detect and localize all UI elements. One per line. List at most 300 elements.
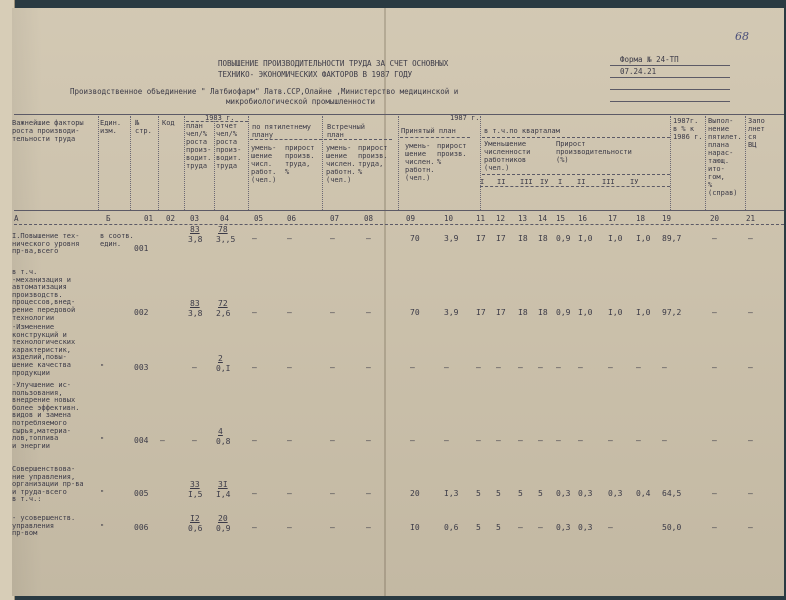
form-code: 07.24.21	[620, 67, 657, 76]
row-factor-name: пользования,	[12, 388, 63, 397]
row-factor-name: лов,топлива	[12, 434, 59, 443]
value-v14: I8	[538, 307, 548, 317]
header-completion: (справ)	[708, 189, 738, 197]
plan-growth-value: 0,6	[188, 524, 203, 534]
plan-value: –	[192, 362, 197, 372]
plan-people-value: I2	[190, 514, 200, 524]
value-v09: 70	[410, 307, 420, 317]
row-code-dash: –	[160, 435, 165, 445]
value-v13: I8	[518, 234, 528, 243]
row-number: 006	[134, 523, 149, 533]
column-separator	[322, 116, 323, 210]
header-year-1987: 1987 г.	[450, 114, 480, 122]
row-number: 003	[134, 362, 149, 372]
row-number: 001	[134, 244, 149, 253]
value-v13: –	[518, 523, 523, 533]
column-number: 18	[636, 214, 646, 223]
value-v15: 0,9	[556, 234, 571, 243]
header-quarter: IУ	[540, 178, 549, 186]
title-line-1: ПОВЫШЕНИЕ ПРОИЗВОДИТЕЛЬНОСТИ ТРУДА ЗА СЧЕТ ОСНОВНЫХ	[218, 59, 449, 68]
value-v10: 0,6	[444, 523, 459, 533]
paper-sheet	[12, 8, 784, 596]
value-v10: –	[444, 362, 449, 372]
header-plan: водит.	[186, 154, 212, 162]
value-v17: –	[608, 362, 613, 372]
value-v10: 3,9	[444, 234, 459, 243]
value-v11: 5	[476, 523, 481, 533]
value-v10: –	[444, 435, 449, 445]
row-factor-name: видов и замена	[12, 411, 72, 420]
row-factor-name: внедрение новых	[12, 396, 76, 405]
value-v18: I,0	[636, 307, 651, 317]
header-acc-reduce: работн.	[405, 166, 435, 174]
row-factor-name: более эффективн.	[12, 403, 80, 412]
report-growth-value: 0,I	[216, 363, 231, 373]
header-acc-reduce: умень-	[405, 142, 431, 150]
value-v20: –	[712, 489, 717, 499]
value-v12: –	[496, 362, 501, 372]
five-year-or-counter-value: –	[252, 523, 257, 533]
value-v13: 5	[518, 489, 523, 499]
value-v13: –	[518, 435, 523, 445]
header-by-quarters: в т.ч.по кварталам	[484, 127, 560, 135]
header-quarter: I	[480, 178, 485, 186]
row-factor-name: шение качества	[12, 361, 72, 369]
header-q-reduce: (чел.)	[484, 164, 510, 172]
header-quarter: III	[520, 178, 533, 186]
five-year-or-counter-value: –	[366, 435, 371, 445]
row-factor-name: I.Повышение тех-	[12, 232, 80, 240]
header-counter-growth: произв.	[358, 152, 388, 160]
row-factor-name: технологических	[12, 338, 76, 347]
column-number: 02	[166, 214, 176, 223]
column-number: 17	[608, 214, 618, 223]
five-year-or-counter-value: –	[287, 435, 292, 445]
header-plan: план	[186, 122, 203, 130]
row-number: 002	[134, 307, 149, 317]
value-v14: I8	[538, 234, 548, 243]
value-v15: 0,3	[556, 523, 571, 533]
value-v09: 20	[410, 489, 420, 499]
column-number: 05	[254, 214, 264, 223]
value-v15: 0,3	[556, 489, 571, 499]
header-completion: нение	[708, 125, 730, 133]
value-v17: I,0	[608, 234, 623, 243]
header-quarter: IУ	[630, 178, 639, 186]
value-v13: –	[518, 362, 523, 372]
column-number: 19	[662, 214, 672, 223]
report-people-value: 3I	[218, 480, 228, 490]
header-counter-reduce: умень-	[326, 144, 352, 152]
header-bottom-rule	[14, 210, 784, 211]
value-v12: I7	[496, 234, 506, 243]
report-growth-value: I,4	[216, 490, 231, 500]
value-v20: –	[712, 362, 717, 372]
value-v10: 3,9	[444, 307, 459, 317]
header-reduce: умень-	[251, 144, 277, 152]
value-v21: –	[748, 307, 753, 317]
value-v09: I0	[410, 523, 420, 533]
value-v11: I7	[476, 307, 486, 317]
header-year-1983: 1983 г.	[205, 114, 235, 122]
column-separator	[214, 116, 215, 210]
colnum-rule	[14, 224, 784, 225]
row-number: 004	[134, 435, 149, 445]
header-acc-growth: произв.	[437, 150, 467, 158]
column-number: 12	[496, 214, 506, 223]
column-separator	[248, 116, 249, 210]
column-separator	[705, 116, 706, 210]
column-separator	[745, 116, 746, 210]
row-factor-name: автоматизация	[12, 283, 67, 292]
header-growth: %	[285, 168, 290, 176]
plan-people-value: 33	[190, 480, 200, 490]
column-number: 15	[556, 214, 566, 223]
column-number: Б	[106, 214, 111, 223]
row-factor-name: в т.ч.	[12, 268, 38, 276]
title-line-2: ТЕХНИКО- ЭКОНОМИЧЕСКИХ ФАКТОРОВ В 1987 ГОДУ	[218, 70, 413, 79]
five-year-or-counter-value: –	[287, 362, 292, 372]
row-factor-name: и энергии	[12, 441, 50, 450]
row-factor-name: -Улучшение ис-	[12, 381, 72, 389]
column-separator	[158, 116, 159, 210]
header-acc-growth: прирост	[437, 142, 467, 150]
row-factor-name: пр-вом	[12, 529, 38, 538]
header-growth: прирост	[285, 144, 315, 152]
row-unit: в соотв.	[100, 232, 134, 240]
column-number: 07	[330, 214, 340, 223]
header-q-reduce: численности	[484, 148, 531, 156]
header-filled: ВЦ	[748, 141, 757, 149]
header-rule	[186, 121, 248, 122]
header-counter-reduce: (чел.)	[326, 176, 352, 184]
header-top-rule	[14, 114, 784, 115]
column-number: 11	[476, 214, 486, 223]
value-v21: –	[748, 435, 753, 445]
value-v12: I7	[496, 307, 506, 317]
column-separator	[670, 116, 671, 210]
header-report: отчет	[216, 122, 238, 130]
column-number: А	[14, 214, 19, 223]
five-year-or-counter-value: –	[366, 362, 371, 372]
row-factor-name: характеристик,	[12, 345, 72, 354]
row-factor-name: пр-ва,всего	[12, 247, 59, 256]
column-number: 06	[287, 214, 297, 223]
value-v17: 0,3	[608, 489, 623, 499]
value-v09: –	[410, 362, 415, 372]
report-growth-value: 3,,5	[216, 235, 236, 244]
row-unit: "	[100, 435, 105, 444]
column-number: 04	[220, 214, 230, 223]
header-quarter: II	[497, 178, 506, 186]
row-factor-name: процессов,внед-	[12, 298, 76, 307]
header-quarter: III	[602, 178, 615, 186]
header-q-reduce: Уменьшение	[484, 140, 527, 148]
column-number: 09	[406, 214, 416, 223]
row-factor-name: -механизация и	[12, 275, 72, 284]
column-number: 10	[444, 214, 454, 223]
plan-growth-value: 3,8	[188, 235, 203, 244]
five-year-or-counter-value: –	[366, 523, 371, 533]
header-completion: %	[708, 181, 713, 189]
five-year-or-counter-value: –	[366, 307, 371, 317]
header-pct-1986: 1987г.	[673, 117, 699, 125]
header-rule	[400, 137, 470, 138]
value-v14: 5	[538, 489, 543, 499]
value-v19: 89,7	[662, 234, 682, 243]
value-v16: 0,3	[578, 489, 593, 499]
five-year-or-counter-value: –	[330, 435, 335, 445]
value-v16: I,0	[578, 234, 593, 243]
row-factor-name: потребляемого	[12, 419, 67, 427]
row-factor-name: и труда-всего	[12, 487, 67, 496]
column-number: 14	[538, 214, 548, 223]
five-year-or-counter-value: –	[330, 307, 335, 317]
report-people-value: 72	[218, 298, 228, 308]
value-v16: 0,3	[578, 523, 593, 533]
value-v09: 70	[410, 234, 420, 243]
value-v18: –	[636, 362, 641, 372]
value-v19: –	[662, 435, 667, 445]
header-growth: труда,	[285, 160, 311, 168]
value-v18: I,0	[636, 234, 651, 243]
header-five-year: по пятилетнему	[252, 123, 312, 131]
header-report: произ-	[216, 146, 242, 154]
row-unit: "	[100, 523, 105, 532]
header-counter-growth: %	[358, 168, 363, 176]
header-report: чел/%	[216, 130, 238, 138]
value-v19: 97,2	[662, 307, 682, 317]
row-factor-name: организации пр-ва	[12, 480, 84, 489]
column-number: 13	[518, 214, 528, 223]
value-v19: 50,0	[662, 523, 682, 533]
five-year-or-counter-value: –	[287, 234, 292, 243]
header-factors: Важнейшие факторы	[12, 119, 84, 127]
five-year-or-counter-value: –	[287, 307, 292, 317]
header-factors: роста производи-	[12, 127, 80, 135]
header-completion: гом,	[708, 173, 725, 181]
column-separator	[130, 116, 131, 210]
five-year-or-counter-value: –	[330, 362, 335, 372]
value-v16: I,0	[578, 307, 593, 317]
header-factors: тельности труда	[12, 135, 76, 143]
column-separator	[98, 116, 99, 210]
report-growth-value: 0,8	[216, 436, 231, 446]
report-people-value: 4	[218, 426, 223, 436]
header-completion: нарас-	[708, 149, 734, 157]
header-counter-growth: прирост	[358, 144, 388, 152]
row-factor-name: Совершенствова-	[12, 465, 76, 473]
value-v15: –	[556, 362, 561, 372]
header-code: Код	[162, 119, 175, 127]
value-v21: –	[748, 234, 753, 243]
five-year-or-counter-value: –	[330, 523, 335, 533]
header-quarter: II	[577, 178, 586, 186]
header-plan: чел/%	[186, 130, 208, 138]
row-unit: един.	[100, 240, 122, 248]
value-v14: –	[538, 523, 543, 533]
column-number: 16	[578, 214, 588, 223]
report-people-value: 2	[218, 353, 223, 363]
value-v11: –	[476, 435, 481, 445]
value-v17: –	[608, 435, 613, 445]
row-factor-name: - усовершенств.	[12, 514, 76, 522]
five-year-or-counter-value: –	[287, 489, 292, 499]
header-q-reduce: работников	[484, 156, 527, 164]
header-reduce: шение	[251, 152, 273, 160]
row-factor-name: производств.	[12, 290, 63, 299]
header-q-growth: Прирост	[556, 140, 586, 148]
value-v18: –	[636, 435, 641, 445]
plan-people-value: 83	[190, 298, 200, 308]
header-rule	[250, 139, 322, 140]
value-v10: I,3	[444, 489, 459, 499]
value-v12: 5	[496, 489, 501, 499]
value-v14: –	[538, 435, 543, 445]
header-completion: пятилет.	[708, 133, 742, 141]
header-accepted: Принятый план	[401, 127, 456, 135]
header-counter: план	[327, 131, 344, 139]
header-filled: лнет	[748, 125, 765, 133]
header-reduce: (чел.)	[251, 176, 277, 184]
header-filled: ся	[748, 133, 757, 141]
value-v21: –	[748, 489, 753, 499]
header-plan: роста	[186, 138, 208, 146]
column-number: 21	[746, 214, 756, 223]
five-year-or-counter-value: –	[252, 362, 257, 372]
five-year-or-counter-value: –	[252, 489, 257, 499]
plan-value: –	[192, 435, 197, 445]
header-rule	[480, 186, 670, 187]
column-separator	[480, 116, 481, 210]
five-year-or-counter-value: –	[252, 307, 257, 317]
column-number: 08	[364, 214, 374, 223]
header-plan: произ-	[186, 146, 212, 154]
row-factor-name: изделий,повы-	[12, 353, 67, 362]
header-pct-1986: в % к	[673, 125, 695, 133]
five-year-or-counter-value: –	[252, 435, 257, 445]
header-reduce: числ.	[251, 160, 273, 168]
header-completion: тающ.	[708, 157, 730, 165]
header-acc-reduce: числен.	[405, 158, 435, 166]
value-v17: I,0	[608, 307, 623, 317]
five-year-or-counter-value: –	[287, 523, 292, 533]
header-five-year: плану	[252, 131, 274, 139]
header-row-no: стр.	[135, 127, 152, 135]
row-factor-name: ние управления,	[12, 472, 76, 481]
row-factor-name: продукции	[12, 368, 50, 377]
value-v16: –	[578, 435, 583, 445]
header-growth: произв.	[285, 152, 315, 160]
report-people-value: 20	[218, 514, 228, 524]
header-rule	[482, 137, 670, 138]
header-reduce: работ.	[251, 168, 277, 176]
page-fold	[384, 8, 386, 596]
value-v18: 0,4	[636, 489, 651, 499]
header-acc-reduce: (чел.)	[405, 174, 431, 182]
header-pct-1986: 1986 г.	[673, 133, 703, 141]
value-v19: –	[662, 362, 667, 372]
value-v11: I7	[476, 234, 486, 243]
header-q-growth: производительности	[556, 148, 632, 156]
header-rule	[324, 139, 392, 140]
value-v12: 5	[496, 523, 501, 533]
header-report: водит.	[216, 154, 242, 162]
header-counter-growth: труда,	[358, 160, 384, 168]
header-filled: Запо	[748, 117, 765, 125]
header-report: труда	[216, 162, 238, 170]
header-counter: Встречный	[327, 123, 365, 131]
column-number: 03	[190, 214, 200, 223]
five-year-or-counter-value: –	[366, 234, 371, 243]
report-growth-value: 2,6	[216, 308, 231, 318]
value-v19: 64,5	[662, 489, 682, 499]
plan-people-value: 83	[190, 225, 200, 234]
organization-line-1: Производственное объединение " Латбиофарм" Латв.ССР,Олайне ,Министерство медицинской и	[70, 87, 459, 96]
row-number: 005	[134, 489, 149, 499]
page-number: 68	[735, 30, 749, 43]
header-completion: ито-	[708, 165, 725, 173]
row-factor-name: управления	[12, 521, 55, 530]
value-v11: –	[476, 362, 481, 372]
plan-growth-value: 3,8	[188, 308, 203, 318]
report-people-value: 78	[218, 225, 228, 234]
row-unit: "	[100, 489, 105, 498]
column-number: 01	[144, 214, 154, 223]
five-year-or-counter-value: –	[366, 489, 371, 499]
report-growth-value: 0,9	[216, 524, 231, 534]
plan-growth-value: I,5	[188, 490, 203, 500]
header-completion: плана	[708, 141, 730, 149]
row-factor-name: конструкций и	[12, 330, 67, 339]
header-unit: Един.	[100, 119, 122, 127]
row-factor-name: рение передовой	[12, 306, 76, 314]
header-acc-growth: %	[437, 158, 442, 166]
value-v15: –	[556, 435, 561, 445]
column-separator	[184, 116, 185, 210]
header-quarter: I	[558, 178, 563, 186]
value-v14: –	[538, 362, 543, 372]
value-v20: –	[712, 234, 717, 243]
five-year-or-counter-value: –	[330, 234, 335, 243]
row-factor-name: -Изменение	[12, 323, 55, 331]
header-rule	[482, 174, 670, 175]
column-separator	[398, 116, 399, 210]
value-v17: –	[608, 523, 613, 533]
value-v11: 5	[476, 489, 481, 499]
organization-line-2: микробиологической промышленности	[226, 97, 376, 106]
value-v21: –	[748, 523, 753, 533]
header-report: роста	[216, 138, 238, 146]
header-plan: труда	[186, 162, 208, 170]
value-v20: –	[712, 435, 717, 445]
row-factor-name: технологии	[12, 313, 55, 322]
value-v15: 0,9	[556, 307, 571, 317]
value-v09: –	[410, 435, 415, 445]
header-counter-reduce: работн.	[326, 168, 356, 176]
five-year-or-counter-value: –	[252, 234, 257, 243]
header-unit: изм.	[100, 127, 117, 135]
row-factor-name: сырья,материа-	[12, 426, 72, 435]
header-counter-reduce: числен.	[326, 160, 356, 168]
column-number: 20	[710, 214, 720, 223]
value-v21: –	[748, 362, 753, 372]
header-completion: Выпол-	[708, 117, 734, 125]
value-v13: I8	[518, 307, 528, 317]
header-row-no: №	[135, 119, 140, 127]
row-factor-name: нического уровня	[12, 239, 80, 248]
header-acc-reduce: шение	[405, 150, 427, 158]
